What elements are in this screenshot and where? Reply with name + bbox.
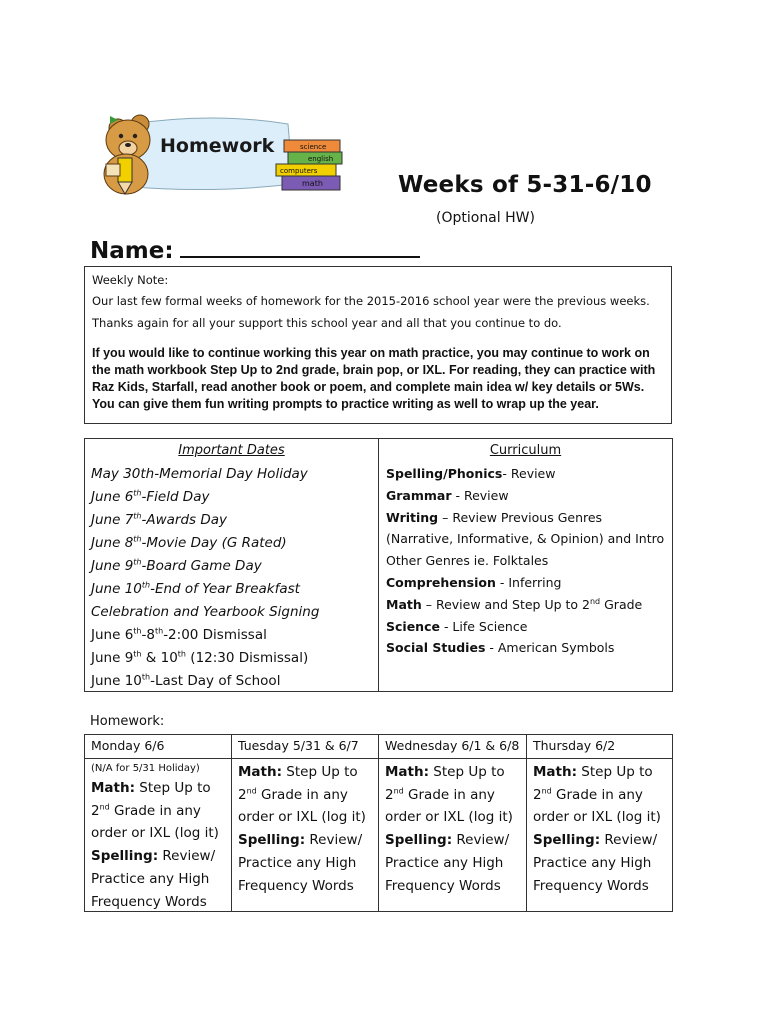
name-label: Name:	[90, 238, 174, 264]
date-item: June 9th & 10th (12:30 Dismissal)	[91, 649, 309, 666]
date-item: June 7th-Awards Day	[91, 511, 228, 528]
homework-banner-illustration	[88, 106, 350, 198]
svg-text:computers: computers	[280, 167, 318, 175]
name-field	[90, 234, 420, 264]
homework-column-thursday	[527, 735, 672, 911]
date-item: June 10th-End of Year Breakfast	[91, 580, 300, 597]
weekly-note-label: Weekly Note:	[92, 273, 169, 287]
curriculum-item: Grammar - Review	[386, 487, 509, 503]
homework-day-header: Wednesday 6/1 & 6/8	[379, 735, 526, 759]
curriculum-item: Writing – Review Previous Genres (Narrative, Informative, & Opinion) and Intro Other Genres ie. Folktales	[386, 509, 665, 569]
svg-text:Homework: Homework	[160, 135, 275, 157]
curriculum-item: Science - Life Science	[386, 618, 528, 634]
homework-column-monday	[85, 735, 232, 911]
curriculum-item: Spelling/Phonics- Review	[386, 466, 556, 481]
homework-column-tuesday	[232, 735, 379, 911]
page-title: Weeks of 5-31-6/10	[398, 172, 652, 198]
curriculum-column	[379, 439, 672, 691]
svg-text:english: english	[308, 155, 334, 163]
date-item: June 10th-Last Day of School	[91, 672, 281, 689]
homework-day-header: Monday 6/6	[85, 735, 231, 759]
date-item: June 8th-Movie Day (G Rated)	[91, 534, 287, 551]
svg-text:math: math	[302, 179, 323, 188]
homework-day-header: Tuesday 5/31 & 6/7	[232, 735, 378, 759]
curriculum-heading: Curriculum	[489, 443, 562, 458]
homework-cell: Math: Step Up to 2nd Grade in any order or IXL (log it) Spelling: Review/ Practice any High Frequency Words	[238, 764, 366, 894]
curriculum-item: Comprehension - Inferring	[386, 574, 562, 590]
weekly-note-box	[84, 266, 672, 424]
homework-cell: Math: Step Up to 2nd Grade in any order or IXL (log it) Spelling: Review/ Practice any High Frequency Words	[385, 764, 513, 894]
curriculum-item: Math – Review and Step Up to 2nd Grade	[386, 596, 643, 612]
svg-text:science: science	[300, 143, 327, 151]
date-item: June 6th-8th-2:00 Dismissal	[91, 626, 267, 643]
weekly-note-paragraph-bold: If you would like to continue working this year on math practice, you may continue to work on the math workbook Step Up to 2nd grade, brain pop, or IXL. For reading, they can practice with Raz Kids, Starfall, read another book or poem, and complete main idea w/ key details or 5Ws. You can give them fun writing prompts to practice writing as well to wrap up the year.	[92, 346, 656, 411]
homework-table	[84, 734, 673, 912]
homework-cell: (N/A for 5/31 Holiday) Math: Step Up to 2nd Grade in any order or IXL (log it) Spelling: Review/ Practice any High Frequency Words	[85, 759, 231, 915]
weekly-note-paragraph: Our last few formal weeks of homework for the 2015-2016 school year were the previous weeks. Thanks again for all your support this school year and all that you continue to do.	[92, 294, 650, 330]
homework-cell: Math: Step Up to 2nd Grade in any order or IXL (log it) Spelling: Review/ Practice any High Frequency Words	[533, 764, 661, 894]
important-dates-column	[85, 439, 379, 691]
homework-day-header: Thursday 6/2	[527, 735, 672, 759]
homework-column-wednesday	[379, 735, 527, 911]
homework-note: (N/A for 5/31 Holiday)	[91, 763, 200, 774]
page-subtitle: (Optional HW)	[436, 210, 535, 226]
important-dates-heading: Important Dates	[178, 443, 285, 458]
dates-curriculum-table	[84, 438, 673, 692]
curriculum-item: Social Studies - American Symbols	[386, 640, 615, 656]
name-underline	[180, 234, 420, 258]
date-item: May 30th-Memorial Day Holiday	[91, 466, 308, 482]
homework-logo	[88, 106, 350, 198]
date-item: June 6th-Field Day	[91, 488, 210, 505]
date-item: June 9th-Board Game Day	[91, 557, 262, 574]
date-item: Celebration and Yearbook Signing	[91, 604, 320, 620]
homework-label: Homework:	[90, 714, 165, 729]
